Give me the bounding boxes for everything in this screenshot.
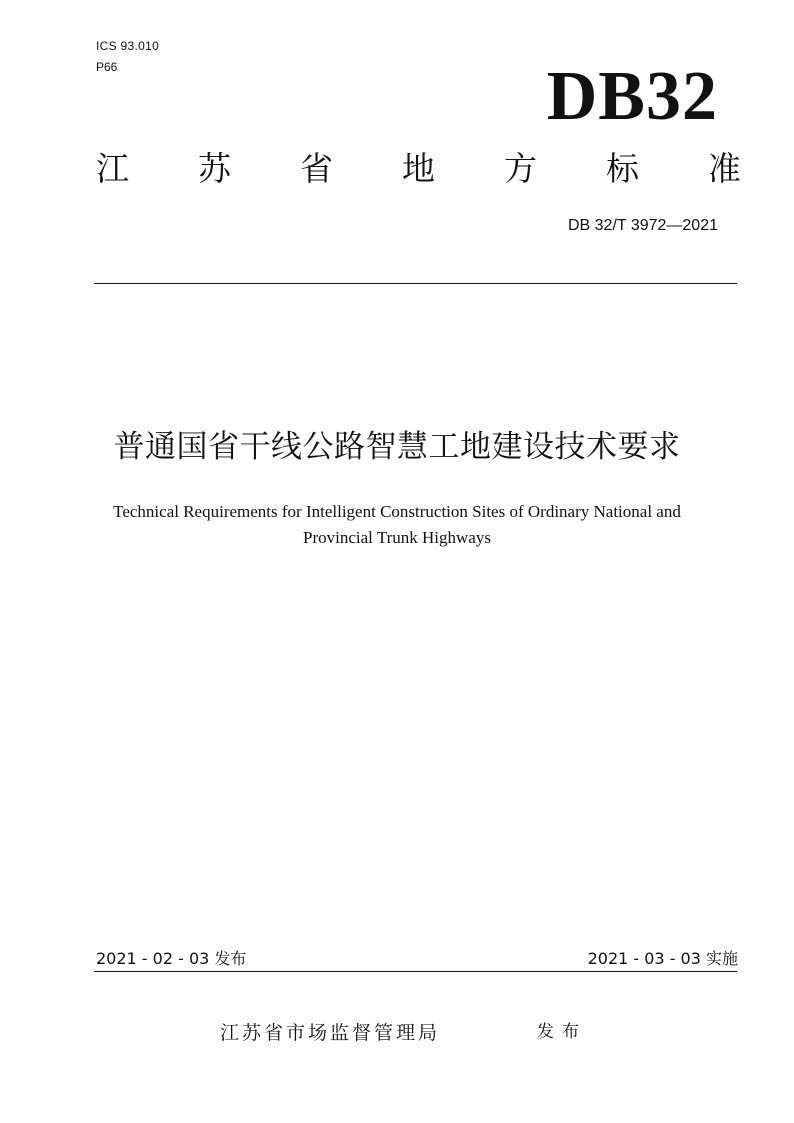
standard-type-char: 苏 (198, 149, 231, 188)
title-chinese: 普通国省干线公路智慧工地建设技术要求 (113, 429, 681, 465)
implement-date: 2021 - 03 - 03 实施 (587, 949, 738, 968)
standard-type (96, 149, 741, 188)
standard-number: DB 32/T 3972—2021 (567, 217, 718, 234)
issue-word: 发布 (537, 1022, 587, 1042)
standard-logo: DB32 (546, 58, 718, 135)
standard-type-char: 方 (504, 149, 537, 188)
standard-type-char: 标 (606, 149, 639, 188)
standard-type-char: 地 (402, 149, 435, 188)
issuer: 江苏省市场监督管理局 (220, 1022, 441, 1044)
standard-type-char: 省 (300, 149, 333, 188)
ics-code: ICS 93.010 (96, 39, 160, 53)
standard-type-char: 准 (708, 149, 741, 188)
category-code: P66 (96, 60, 118, 74)
title-english-line: Technical Requirements for Intelligent Construction Sites of Ordinary National and (113, 502, 681, 521)
title-english (60, 499, 734, 551)
publish-date: 2021 - 02 - 03 发布 (96, 949, 247, 968)
header-divider (94, 283, 737, 284)
standard-type-char: 江 (96, 149, 129, 188)
footer-divider (94, 971, 737, 972)
title-english-line: Provincial Trunk Highways (303, 528, 491, 547)
